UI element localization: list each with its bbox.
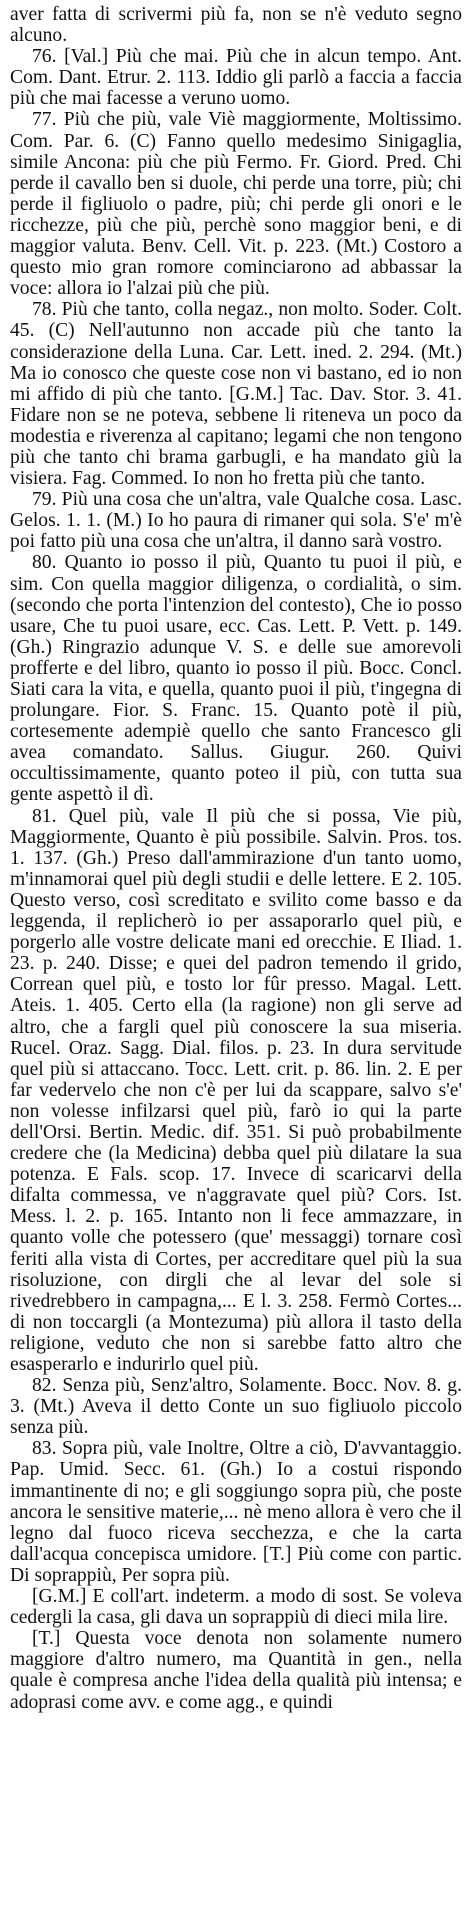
note-t: [T.] Questa voce denota non solamente numero maggiore d'altro numero, ma Quantità in gen., nella quale è compresa anche l'idea della qualità più intensa; e adoprasi come avv. e come agg., e quindi (10, 1628, 462, 1713)
entry-79: 79. Più una cosa che un'altra, vale Qualche cosa. Lasc. Gelos. 1. 1. (M.) Io ho paura di rimaner qui sola. S'e' m'è poi fatto più una cosa che un'altra, il danno sarà vostro. (10, 489, 462, 553)
entry-78: 78. Più che tanto, colla negaz., non molto. Soder. Colt. 45. (C) Nell'autunno non accade più che tanto la considerazione della Luna. Car. Lett. ined. 2. 294. (Mt.) Ma io conosco che queste cose non vi bastano, ed io non mi affido di più che tanto. [G.M.] Tac. Dav. Stor. 3. 41. Fidare non se ne poteva, sebbene li riteneva un poco da modestia e riverenza al capitano; legami che non tengono più che tanto chi brama garbugli, e ha mandato giù la visiera. Fag. Commed. Io non ho fretta più che tanto. (10, 299, 462, 490)
paragraph-continuation: aver fatta di scrivermi più fa, non se n'è veduto segno alcuno. (10, 4, 462, 47)
entry-77: 77. Più che più, vale Viè maggiormente, Moltissimo. Com. Par. 6. (C) Fanno quello medesimo Sinigaglia, simile Ancona: più che più Fermo. Fr. Giord. Pred. Chi perde il cavallo ben si duole, chi perde una torre, più; chi perde il figliuolo o padre, più; chi perde gli onori e le ricchezze, più che più, perchè sono maggior beni, e di maggior valuta. Benv. Cell. Vit. p. 223. (Mt.) Costoro a questo mio gran romore cominciarono ad abbassar la voce: allora io l'alzai più che più. (10, 109, 462, 300)
entry-80: 80. Quanto io posso il più, Quanto tu puoi il più, e sim. Con quella maggior diligenza, o cordialità, o sim. (secondo che porta l'intenzion del contesto), Che io posso usare, Che tu puoi usare, ecc. Cas. Lett. P. Vett. p. 149. (Gh.) Ringrazio adunque V. S. e delle sue amorevoli profferte e del libro, quanto io posso il più. Bocc. Concl. Siati cara la vita, e quella, quanto puoi il più, t'ingegna di prolungare. Fior. S. Franc. 15. Quanto potè il più, cortesemente adempiè quello che santo Francesco gli avea comandato. Sallus. Giugur. 260. Quivi occultissimamente, quanto poteo il più, con tutta sua gente aspettò il dì. (10, 552, 462, 806)
note-gm: [G.M.] E coll'art. indeterm. a modo di sost. Se voleva cedergli la casa, gli dava un soprappiù di dieci mila lire. (10, 1586, 462, 1629)
entry-76: 76. [Val.] Più che mai. Più che in alcun tempo. Ant. Com. Dant. Etrur. 2. 113. Iddio gli parlò a faccia a faccia più che mai facesse a veruno uomo. (10, 46, 462, 110)
entry-82: 82. Senza più, Senz'altro, Solamente. Bocc. Nov. 8. g. 3. (Mt.) Aveva il detto Conte un suo figliuolo piccolo senza più. (10, 1375, 462, 1439)
entry-81: 81. Quel più, vale Il più che si possa, Vie più, Maggiormente, Quanto è più possibile. Salvin. Pros. tos. 1. 137. (Gh.) Preso dall'ammirazione d'un tanto uomo, m'innamorai quel più degli studii e delle lettere. E 2. 105. Questo verso, così screditato e svilito come basso e da leggenda, il replicherò io per assaporarlo quel più, e porgerlo alle vostre delicate mani ed orecchie. E Iliad. 1. 23. p. 240. Disse; e quei del padron temendo il grido, Correan quel più, e tosto lor fûr presso. Magal. Lett. Ateis. 1. 405. Certo ella (la ragione) non gli serve ad altro, che a fargli quel più conoscere la sua miseria. Rucel. Oraz. Sagg. Dial. filos. p. 23. In dura servitude quel più si attaccano. Tocc. Lett. crit. p. 86. lin. 2. E per far vedervelo che non c'è per lui da scappare, salvo s'e' non volesse infilzarsi quel più, farò io qui la parte dell'Orsi. Bertin. Medic. dif. 351. Si può probabilmente credere che (la Medicina) debba quel più dilatare la sua potenza. E Fals. scop. 17. Invece di scaricarvi della difalta commessa, ve n'aggravate quel più? Cors. Ist. Mess. l. 2. p. 165. Intanto non li fece ammazzare, in quanto volle che potessero (que' messaggi) tornare così feriti alla vista di Cortes, per accreditare quel più la sua risoluzione, con dirgli che al levar del sole si rivedrebbero in campagna,... E l. 3. 258. Fermò Cortes... di non toccargli (a Montezuma) più allora il tasto della religione, veduto che non si sarebbe fatto altro che esasperarlo e indurirlo quel più. (10, 805, 462, 1375)
entry-83: 83. Sopra più, vale Inoltre, Oltre a ciò, D'avvantaggio. Pap. Umid. Secc. 61. (Gh.) Io a costui rispondo immantinente di no; e gli soggiungo sopra più, che poste ancora le sensitive materie,... nè meno allora è vero che il legno dal fuoco riceva secchezza, e che la carta dall'acqua concepisca umidore. [T.] Più come con partic. Di soprappiù, Per sopra più. (10, 1438, 462, 1586)
